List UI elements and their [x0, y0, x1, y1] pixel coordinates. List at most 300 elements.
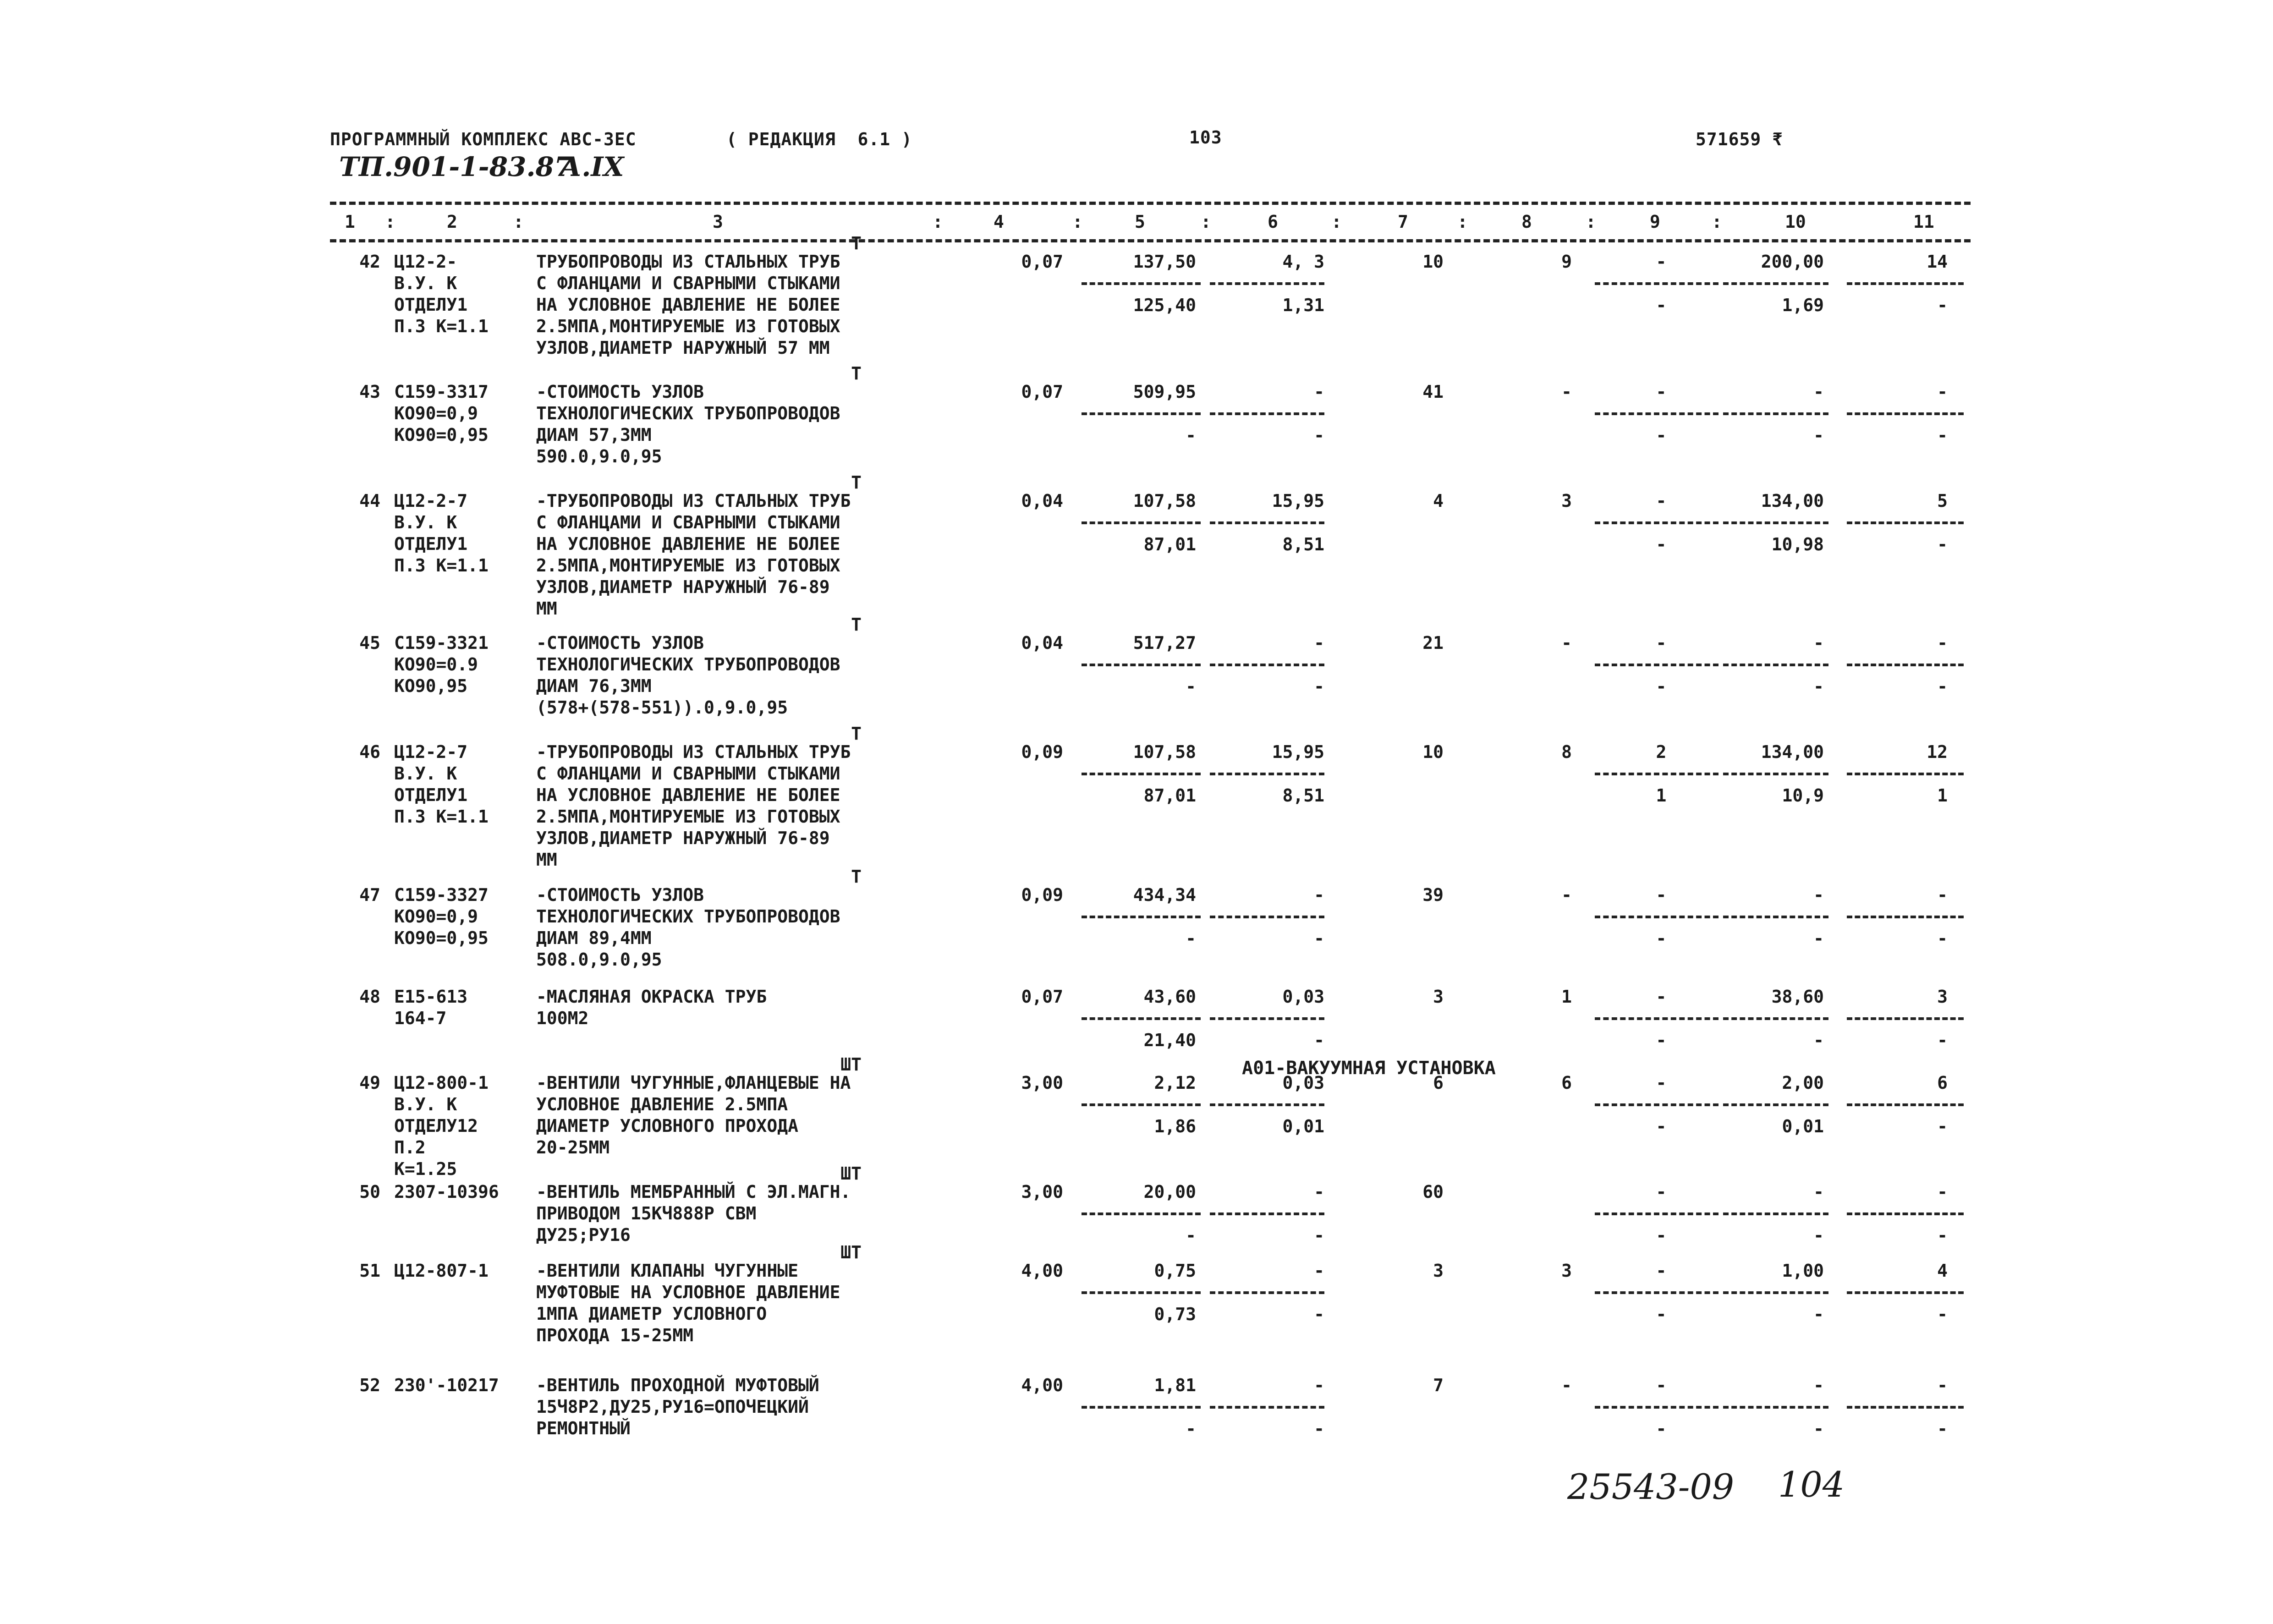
price-code-line: КО90,95: [394, 676, 468, 696]
column-separator: :: [1457, 212, 1468, 232]
quantity-value: 4,00: [1021, 1375, 1063, 1395]
value-separator-line: [1210, 412, 1324, 415]
row-number: 47: [359, 885, 380, 905]
price-code-line: П.3 К=1.1: [394, 316, 489, 336]
value-separator-line: [1847, 1017, 1964, 1020]
album-label: А.IX: [560, 151, 624, 182]
unit-cost-sub-value: 87,01: [1143, 534, 1196, 554]
work-description-line: ММ: [536, 850, 557, 870]
column-11-value: 14: [1927, 252, 1948, 272]
machine-cost-sub-value: -: [1314, 676, 1324, 697]
price-code-line: КО90=0,95: [394, 425, 489, 445]
value-separator-line: [1082, 664, 1201, 666]
work-description-line: -ВЕНТИЛИ ЧУГУННЫЕ,ФЛАНЦЕВЫЕ НА: [536, 1073, 851, 1093]
value-separator-line: [1082, 1406, 1201, 1409]
column-8-value: 1: [1561, 987, 1572, 1007]
column-10-sub-value: -: [1813, 928, 1824, 949]
machine-cost-value: -: [1314, 1375, 1324, 1395]
section-title: А01-ВАКУУМНАЯ УСТАНОВКА: [1242, 1058, 1496, 1079]
column-10-value: 2,00: [1782, 1073, 1824, 1093]
unit-of-measure: Т: [851, 472, 862, 493]
column-9-sub-value: -: [1656, 1304, 1667, 1324]
column-10-value: -: [1813, 1182, 1824, 1202]
value-separator-line: [1723, 412, 1828, 415]
column-10-sub-value: -: [1813, 1304, 1824, 1324]
column-8-value: -: [1561, 633, 1572, 653]
column-7-value: 60: [1422, 1182, 1444, 1202]
price-code-line: П.2: [394, 1137, 426, 1158]
machine-cost-sub-value: 0,01: [1282, 1116, 1324, 1136]
row-number: 44: [359, 491, 380, 511]
column-9-value: -: [1656, 633, 1667, 653]
column-7-value: 6: [1433, 1073, 1444, 1093]
unit-of-measure: Т: [851, 867, 862, 887]
quantity-value: 0,07: [1021, 987, 1063, 1007]
value-separator-line: [1595, 1213, 1718, 1215]
value-separator-line: [1210, 1406, 1324, 1409]
column-9-value: -: [1656, 885, 1667, 905]
value-separator-line: [1723, 773, 1828, 775]
value-separator-line: [1082, 1103, 1201, 1106]
column-7-value: 7: [1433, 1375, 1444, 1395]
column-8-value: -: [1561, 382, 1572, 402]
value-separator-line: [1210, 916, 1324, 918]
value-separator-line: [1082, 1291, 1201, 1294]
value-separator-line: [1723, 916, 1828, 918]
price-code-line: Е15-613: [394, 987, 468, 1007]
row-number: 51: [359, 1261, 380, 1281]
column-11-value: -: [1937, 633, 1948, 653]
row-number: 46: [359, 742, 380, 762]
column-10-sub-value: -: [1813, 1030, 1824, 1050]
price-code-line: Ц12-800-1: [394, 1073, 489, 1093]
column-9-sub-value: -: [1656, 1225, 1667, 1245]
value-separator-line: [1723, 664, 1828, 666]
price-code-line: В.У. К: [394, 1094, 457, 1114]
column-8-value: -: [1561, 885, 1572, 905]
value-separator-line: [1847, 1291, 1964, 1294]
column-10-sub-value: 10,9: [1782, 785, 1824, 806]
unit-of-measure: ШТ: [840, 1242, 862, 1262]
price-code-line: В.У. К: [394, 763, 457, 784]
column-7-value: 3: [1433, 1261, 1444, 1281]
value-separator-line: [1847, 664, 1964, 666]
work-description-line: ТЕХНОЛОГИЧЕСКИХ ТРУБОПРОВОДОВ: [536, 906, 840, 927]
work-description-line: -МАСЛЯНАЯ ОКРАСКА ТРУБ: [536, 987, 767, 1007]
price-code-line: Ц12-2-7: [394, 491, 468, 511]
machine-cost-value: 15,95: [1272, 491, 1324, 511]
column-9-value: -: [1656, 252, 1667, 272]
work-description-line: 2.5МПА,МОНТИРУЕМЫЕ ИЗ ГОТОВЫХ: [536, 316, 840, 336]
column-separator: :: [1201, 212, 1211, 232]
work-description-line: ДИАМ 57,3ММ: [536, 425, 652, 445]
quantity-value: 0,09: [1021, 885, 1063, 905]
unit-cost-value: 107,58: [1133, 742, 1196, 762]
column-7-value: 3: [1433, 987, 1444, 1007]
column-8-value: 9: [1561, 252, 1572, 272]
machine-cost-sub-value: -: [1314, 928, 1324, 949]
value-separator-line: [1723, 1291, 1828, 1294]
column-10-value: 134,00: [1761, 742, 1824, 762]
price-code-line: ОТДЕЛУ1: [394, 534, 468, 554]
price-code-line: ОТДЕЛУ12: [394, 1116, 478, 1136]
work-description-line: -СТОИМОСТЬ УЗЛОВ: [536, 885, 704, 905]
price-code-line: В.У. К: [394, 273, 457, 293]
column-10-sub-value: 1,69: [1782, 295, 1824, 315]
value-separator-line: [1723, 1406, 1828, 1409]
column-number-7: 7: [1398, 212, 1408, 232]
machine-cost-sub-value: 8,51: [1282, 785, 1324, 806]
column-11-value: 12: [1927, 742, 1948, 762]
column-11-value: 5: [1937, 491, 1948, 511]
unit-cost-value: 517,27: [1133, 633, 1196, 653]
column-number-11: 11: [1913, 212, 1934, 232]
column-8-value: 3: [1561, 1261, 1572, 1281]
column-11-sub-value: -: [1937, 534, 1948, 554]
value-separator-line: [1847, 773, 1964, 775]
column-number-5: 5: [1135, 212, 1145, 232]
column-number-4: 4: [994, 212, 1004, 232]
unit-cost-sub-value: 21,40: [1143, 1030, 1196, 1050]
work-description-line: -СТОИМОСТЬ УЗЛОВ: [536, 382, 704, 402]
column-9-value: -: [1656, 1182, 1667, 1202]
column-9-sub-value: -: [1656, 676, 1667, 697]
value-separator-line: [1082, 1213, 1201, 1215]
value-separator-line: [1082, 521, 1201, 524]
work-description-line: 1МПА ДИАМЕТР УСЛОВНОГО: [536, 1304, 767, 1324]
unit-cost-sub-value: 87,01: [1143, 785, 1196, 806]
quantity-value: 0,04: [1021, 633, 1063, 653]
value-separator-line: [1595, 1103, 1718, 1106]
work-description-line: (578+(578-551)).0,9.0,95: [536, 697, 788, 718]
page-number: 103: [1189, 127, 1222, 148]
value-separator-line: [1210, 1017, 1324, 1020]
unit-cost-value: 1,81: [1154, 1375, 1196, 1395]
column-number-6: 6: [1268, 212, 1278, 232]
column-11-sub-value: -: [1937, 1225, 1948, 1245]
column-10-value: 134,00: [1761, 491, 1824, 511]
work-description-line: ДИАМ 76,3ММ: [536, 676, 652, 696]
work-description-line: 508.0,9.0,95: [536, 949, 662, 970]
value-separator-line: [1847, 1406, 1964, 1409]
value-separator-line: [1595, 773, 1718, 775]
column-11-sub-value: -: [1937, 295, 1948, 315]
value-separator-line: [1595, 1291, 1718, 1294]
quantity-value: 0,07: [1021, 252, 1063, 272]
work-description-line: ТЕХНОЛОГИЧЕСКИХ ТРУБОПРОВОДОВ: [536, 654, 840, 675]
unit-of-measure: ШТ: [840, 1054, 862, 1075]
row-number: 42: [359, 252, 380, 272]
handwritten-sheet: 104: [1778, 1464, 1845, 1505]
machine-cost-sub-value: -: [1314, 1419, 1324, 1439]
column-11-sub-value: 1: [1937, 785, 1948, 806]
column-9-sub-value: 1: [1656, 785, 1667, 806]
column-9-value: -: [1656, 1375, 1667, 1395]
machine-cost-value: -: [1314, 633, 1324, 653]
column-10-value: -: [1813, 382, 1824, 402]
price-code-line: КО90=0,9: [394, 906, 478, 927]
quantity-value: 3,00: [1021, 1073, 1063, 1093]
column-7-value: 10: [1422, 742, 1444, 762]
column-11-sub-value: -: [1937, 928, 1948, 949]
work-description-line: УЗЛОВ,ДИАМЕТР НАРУЖНЫЙ 76-89: [536, 577, 830, 597]
value-separator-line: [1210, 773, 1324, 775]
work-description-line: -ВЕНТИЛИ КЛАПАНЫ ЧУГУННЫЕ: [536, 1261, 798, 1281]
work-description-line: УЗЛОВ,ДИАМЕТР НАРУЖНЫЙ 57 ММ: [536, 338, 830, 358]
handwritten-code: 25543-09: [1567, 1466, 1735, 1507]
column-number-2: 2: [447, 212, 457, 232]
machine-cost-value: -: [1314, 885, 1324, 905]
unit-cost-sub-value: 1,86: [1154, 1116, 1196, 1136]
column-11-value: 4: [1937, 1261, 1948, 1281]
value-separator-line: [1082, 1017, 1201, 1020]
document-code: 571659 ₹: [1696, 129, 1784, 149]
column-8-value: 6: [1561, 1073, 1572, 1093]
value-separator-line: [1210, 664, 1324, 666]
work-description-line: НА УСЛОВНОЕ ДАВЛЕНИЕ НЕ БОЛЕЕ: [536, 295, 840, 315]
unit-cost-sub-value: -: [1186, 928, 1196, 949]
value-separator-line: [1595, 412, 1718, 415]
unit-cost-sub-value: -: [1186, 1419, 1196, 1439]
work-description-line: 2.5МПА,МОНТИРУЕМЫЕ ИЗ ГОТОВЫХ: [536, 807, 840, 827]
value-separator-line: [1847, 1103, 1964, 1106]
column-separator: :: [513, 212, 524, 232]
price-code-line: С159-3327: [394, 885, 489, 905]
column-separator: :: [1072, 212, 1083, 232]
column-10-sub-value: -: [1813, 1419, 1824, 1439]
header-rule-bottom: [330, 239, 1971, 242]
column-7-value: 39: [1422, 885, 1444, 905]
unit-cost-sub-value: 0,73: [1154, 1304, 1196, 1324]
value-separator-line: [1210, 1103, 1324, 1106]
column-11-value: -: [1937, 382, 1948, 402]
column-9-sub-value: -: [1656, 425, 1667, 445]
price-code-line: В.У. К: [394, 512, 457, 532]
column-10-sub-value: 0,01: [1782, 1116, 1824, 1136]
unit-cost-sub-value: -: [1186, 1225, 1196, 1245]
price-code-line: КО90=0.9: [394, 654, 478, 675]
unit-cost-value: 107,58: [1133, 491, 1196, 511]
value-separator-line: [1082, 773, 1201, 775]
price-code-line: Ц12-2-7: [394, 742, 468, 762]
work-description-line: -ВЕНТИЛЬ МЕМБРАННЫЙ С ЭЛ.МАГН.: [536, 1182, 851, 1202]
price-code-line: ОТДЕЛУ1: [394, 785, 468, 805]
value-separator-line: [1723, 282, 1828, 285]
value-separator-line: [1847, 916, 1964, 918]
column-number-9: 9: [1650, 212, 1660, 232]
column-8-value: 3: [1561, 491, 1572, 511]
column-number-1: 1: [345, 212, 355, 232]
machine-cost-value: 0,03: [1282, 1073, 1324, 1093]
column-11-value: -: [1937, 885, 1948, 905]
column-9-value: -: [1656, 1261, 1667, 1281]
column-7-value: 10: [1422, 252, 1444, 272]
value-separator-line: [1847, 1213, 1964, 1215]
column-11-sub-value: -: [1937, 1116, 1948, 1136]
work-description-line: 100М2: [536, 1008, 589, 1028]
machine-cost-sub-value: -: [1314, 425, 1324, 445]
work-description-line: С ФЛАНЦАМИ И СВАРНЫМИ СТЫКАМИ: [536, 512, 840, 532]
price-code-line: КО90=0,9: [394, 403, 478, 423]
machine-cost-value: -: [1314, 382, 1324, 402]
work-description-line: -СТОИМОСТЬ УЗЛОВ: [536, 633, 704, 653]
work-description-line: -ВЕНТИЛЬ ПРОХОДНОЙ МУФТОВЫЙ: [536, 1375, 819, 1395]
machine-cost-value: 4, 3: [1282, 252, 1324, 272]
column-10-value: 1,00: [1782, 1261, 1824, 1281]
column-9-value: -: [1656, 382, 1667, 402]
work-description-line: 590.0,9.0,95: [536, 446, 662, 466]
price-code-line: 164-7: [394, 1008, 447, 1028]
work-description-line: УЗЛОВ,ДИАМЕТР НАРУЖНЫЙ 76-89: [536, 828, 830, 848]
column-10-sub-value: -: [1813, 676, 1824, 697]
unit-cost-value: 20,00: [1143, 1182, 1196, 1202]
column-11-sub-value: -: [1937, 1030, 1948, 1050]
price-code-line: П.3 К=1.1: [394, 807, 489, 827]
work-description-line: С ФЛАНЦАМИ И СВАРНЫМИ СТЫКАМИ: [536, 273, 840, 293]
work-description-line: -ТРУБОПРОВОДЫ ИЗ СТАЛЬНЫХ ТРУБ: [536, 491, 851, 511]
work-description-line: НА УСЛОВНОЕ ДАВЛЕНИЕ НЕ БОЛЕЕ: [536, 534, 840, 554]
value-separator-line: [1595, 521, 1718, 524]
column-separator: :: [933, 212, 943, 232]
column-11-sub-value: -: [1937, 676, 1948, 697]
column-9-value: 2: [1656, 742, 1667, 762]
column-11-sub-value: -: [1937, 425, 1948, 445]
price-code-line: КО90=0,95: [394, 928, 489, 948]
price-code-line: Ц12-2-: [394, 252, 457, 272]
work-description-line: ММ: [536, 598, 557, 619]
value-separator-line: [1723, 1103, 1828, 1106]
unit-cost-value: 434,34: [1133, 885, 1196, 905]
column-10-value: -: [1813, 885, 1824, 905]
machine-cost-value: 15,95: [1272, 742, 1324, 762]
column-11-sub-value: -: [1937, 1419, 1948, 1439]
unit-cost-sub-value: 125,40: [1133, 295, 1196, 315]
unit-of-measure: Т: [851, 614, 862, 635]
value-separator-line: [1847, 412, 1964, 415]
machine-cost-sub-value: -: [1314, 1225, 1324, 1245]
machine-cost-sub-value: 1,31: [1282, 295, 1324, 315]
column-number-10: 10: [1785, 212, 1806, 232]
work-description-line: ДУ25;РУ16: [536, 1225, 631, 1245]
quantity-value: 0,07: [1021, 382, 1063, 402]
column-separator: :: [1586, 212, 1596, 232]
header-rule-top: [330, 202, 1971, 205]
row-number: 45: [359, 633, 380, 653]
column-10-sub-value: 10,98: [1771, 534, 1824, 554]
column-9-sub-value: -: [1656, 534, 1667, 554]
work-description-line: ДИАМЕТР УСЛОВНОГО ПРОХОДА: [536, 1116, 798, 1136]
column-11-value: 6: [1937, 1073, 1948, 1093]
project-code: ТП.901-1-83.87: [339, 151, 573, 182]
value-separator-line: [1210, 521, 1324, 524]
column-10-value: -: [1813, 1375, 1824, 1395]
work-description-line: 2.5МПА,МОНТИРУЕМЫЕ ИЗ ГОТОВЫХ: [536, 555, 840, 576]
work-description-line: ДИАМ 89,4ММ: [536, 928, 652, 948]
quantity-value: 3,00: [1021, 1182, 1063, 1202]
column-8-value: 8: [1561, 742, 1572, 762]
row-number: 48: [359, 987, 380, 1007]
value-separator-line: [1595, 1406, 1718, 1409]
row-number: 43: [359, 382, 380, 402]
price-code-line: ОТДЕЛУ1: [394, 295, 468, 315]
unit-of-measure: Т: [851, 724, 862, 744]
work-description-line: УСЛОВНОЕ ДАВЛЕНИЕ 2.5МПА: [536, 1094, 788, 1114]
column-10-value: 200,00: [1761, 252, 1824, 272]
value-separator-line: [1723, 1017, 1828, 1020]
column-7-value: 21: [1422, 633, 1444, 653]
value-separator-line: [1595, 1017, 1718, 1020]
unit-cost-sub-value: -: [1186, 676, 1196, 697]
column-separator: :: [1331, 212, 1342, 232]
work-description-line: ТРУБОПРОВОДЫ ИЗ СТАЛЬНЫХ ТРУБ: [536, 252, 840, 272]
program-title: ПРОГРАММНЫЙ КОМПЛЕКС АВС-3ЕС: [330, 129, 637, 149]
price-code-line: П.3 К=1.1: [394, 555, 489, 576]
value-separator-line: [1082, 916, 1201, 918]
quantity-value: 0,04: [1021, 491, 1063, 511]
price-code-line: 2307-10396: [394, 1182, 499, 1202]
column-9-sub-value: -: [1656, 1030, 1667, 1050]
value-separator-line: [1847, 282, 1964, 285]
machine-cost-sub-value: -: [1314, 1030, 1324, 1050]
column-9-sub-value: -: [1656, 928, 1667, 949]
value-separator-line: [1210, 1213, 1324, 1215]
value-separator-line: [1082, 412, 1201, 415]
price-code-line: С159-3317: [394, 382, 489, 402]
unit-cost-value: 509,95: [1133, 382, 1196, 402]
unit-of-measure: ШТ: [840, 1163, 862, 1184]
machine-cost-sub-value: -: [1314, 1304, 1324, 1324]
work-description-line: 20-25ММ: [536, 1137, 610, 1158]
quantity-value: 4,00: [1021, 1261, 1063, 1281]
column-11-value: 3: [1937, 987, 1948, 1007]
column-9-value: -: [1656, 491, 1667, 511]
value-separator-line: [1723, 521, 1828, 524]
column-7-value: 4: [1433, 491, 1444, 511]
value-separator-line: [1847, 521, 1964, 524]
column-separator: :: [385, 212, 395, 232]
work-description-line: 15Ч8Р2,ДУ25,РУ16=ОПОЧЕЦКИЙ: [536, 1397, 809, 1417]
column-9-sub-value: -: [1656, 295, 1667, 315]
price-code-line: 230'-10217: [394, 1375, 499, 1395]
column-separator: :: [1712, 212, 1722, 232]
quantity-value: 0,09: [1021, 742, 1063, 762]
value-separator-line: [1082, 282, 1201, 285]
column-10-value: -: [1813, 633, 1824, 653]
column-10-value: 38,60: [1771, 987, 1824, 1007]
unit-cost-value: 2,12: [1154, 1073, 1196, 1093]
unit-of-measure: Т: [851, 363, 862, 384]
unit-cost-sub-value: -: [1186, 425, 1196, 445]
column-10-sub-value: -: [1813, 1225, 1824, 1245]
work-description-line: -ТРУБОПРОВОДЫ ИЗ СТАЛЬНЫХ ТРУБ: [536, 742, 851, 762]
row-number: 50: [359, 1182, 380, 1202]
column-number-8: 8: [1521, 212, 1532, 232]
work-description-line: РЕМОНТНЫЙ: [536, 1418, 631, 1438]
column-9-value: -: [1656, 1073, 1667, 1093]
column-11-value: -: [1937, 1375, 1948, 1395]
unit-cost-value: 0,75: [1154, 1261, 1196, 1281]
unit-cost-value: 43,60: [1143, 987, 1196, 1007]
column-11-sub-value: -: [1937, 1304, 1948, 1324]
machine-cost-sub-value: 8,51: [1282, 534, 1324, 554]
unit-cost-value: 137,50: [1133, 252, 1196, 272]
unit-of-measure: Т: [851, 233, 862, 253]
value-separator-line: [1210, 1291, 1324, 1294]
price-code-line: С159-3321: [394, 633, 489, 653]
price-code-line: Ц12-807-1: [394, 1261, 489, 1281]
value-separator-line: [1595, 916, 1718, 918]
column-7-value: 41: [1422, 382, 1444, 402]
